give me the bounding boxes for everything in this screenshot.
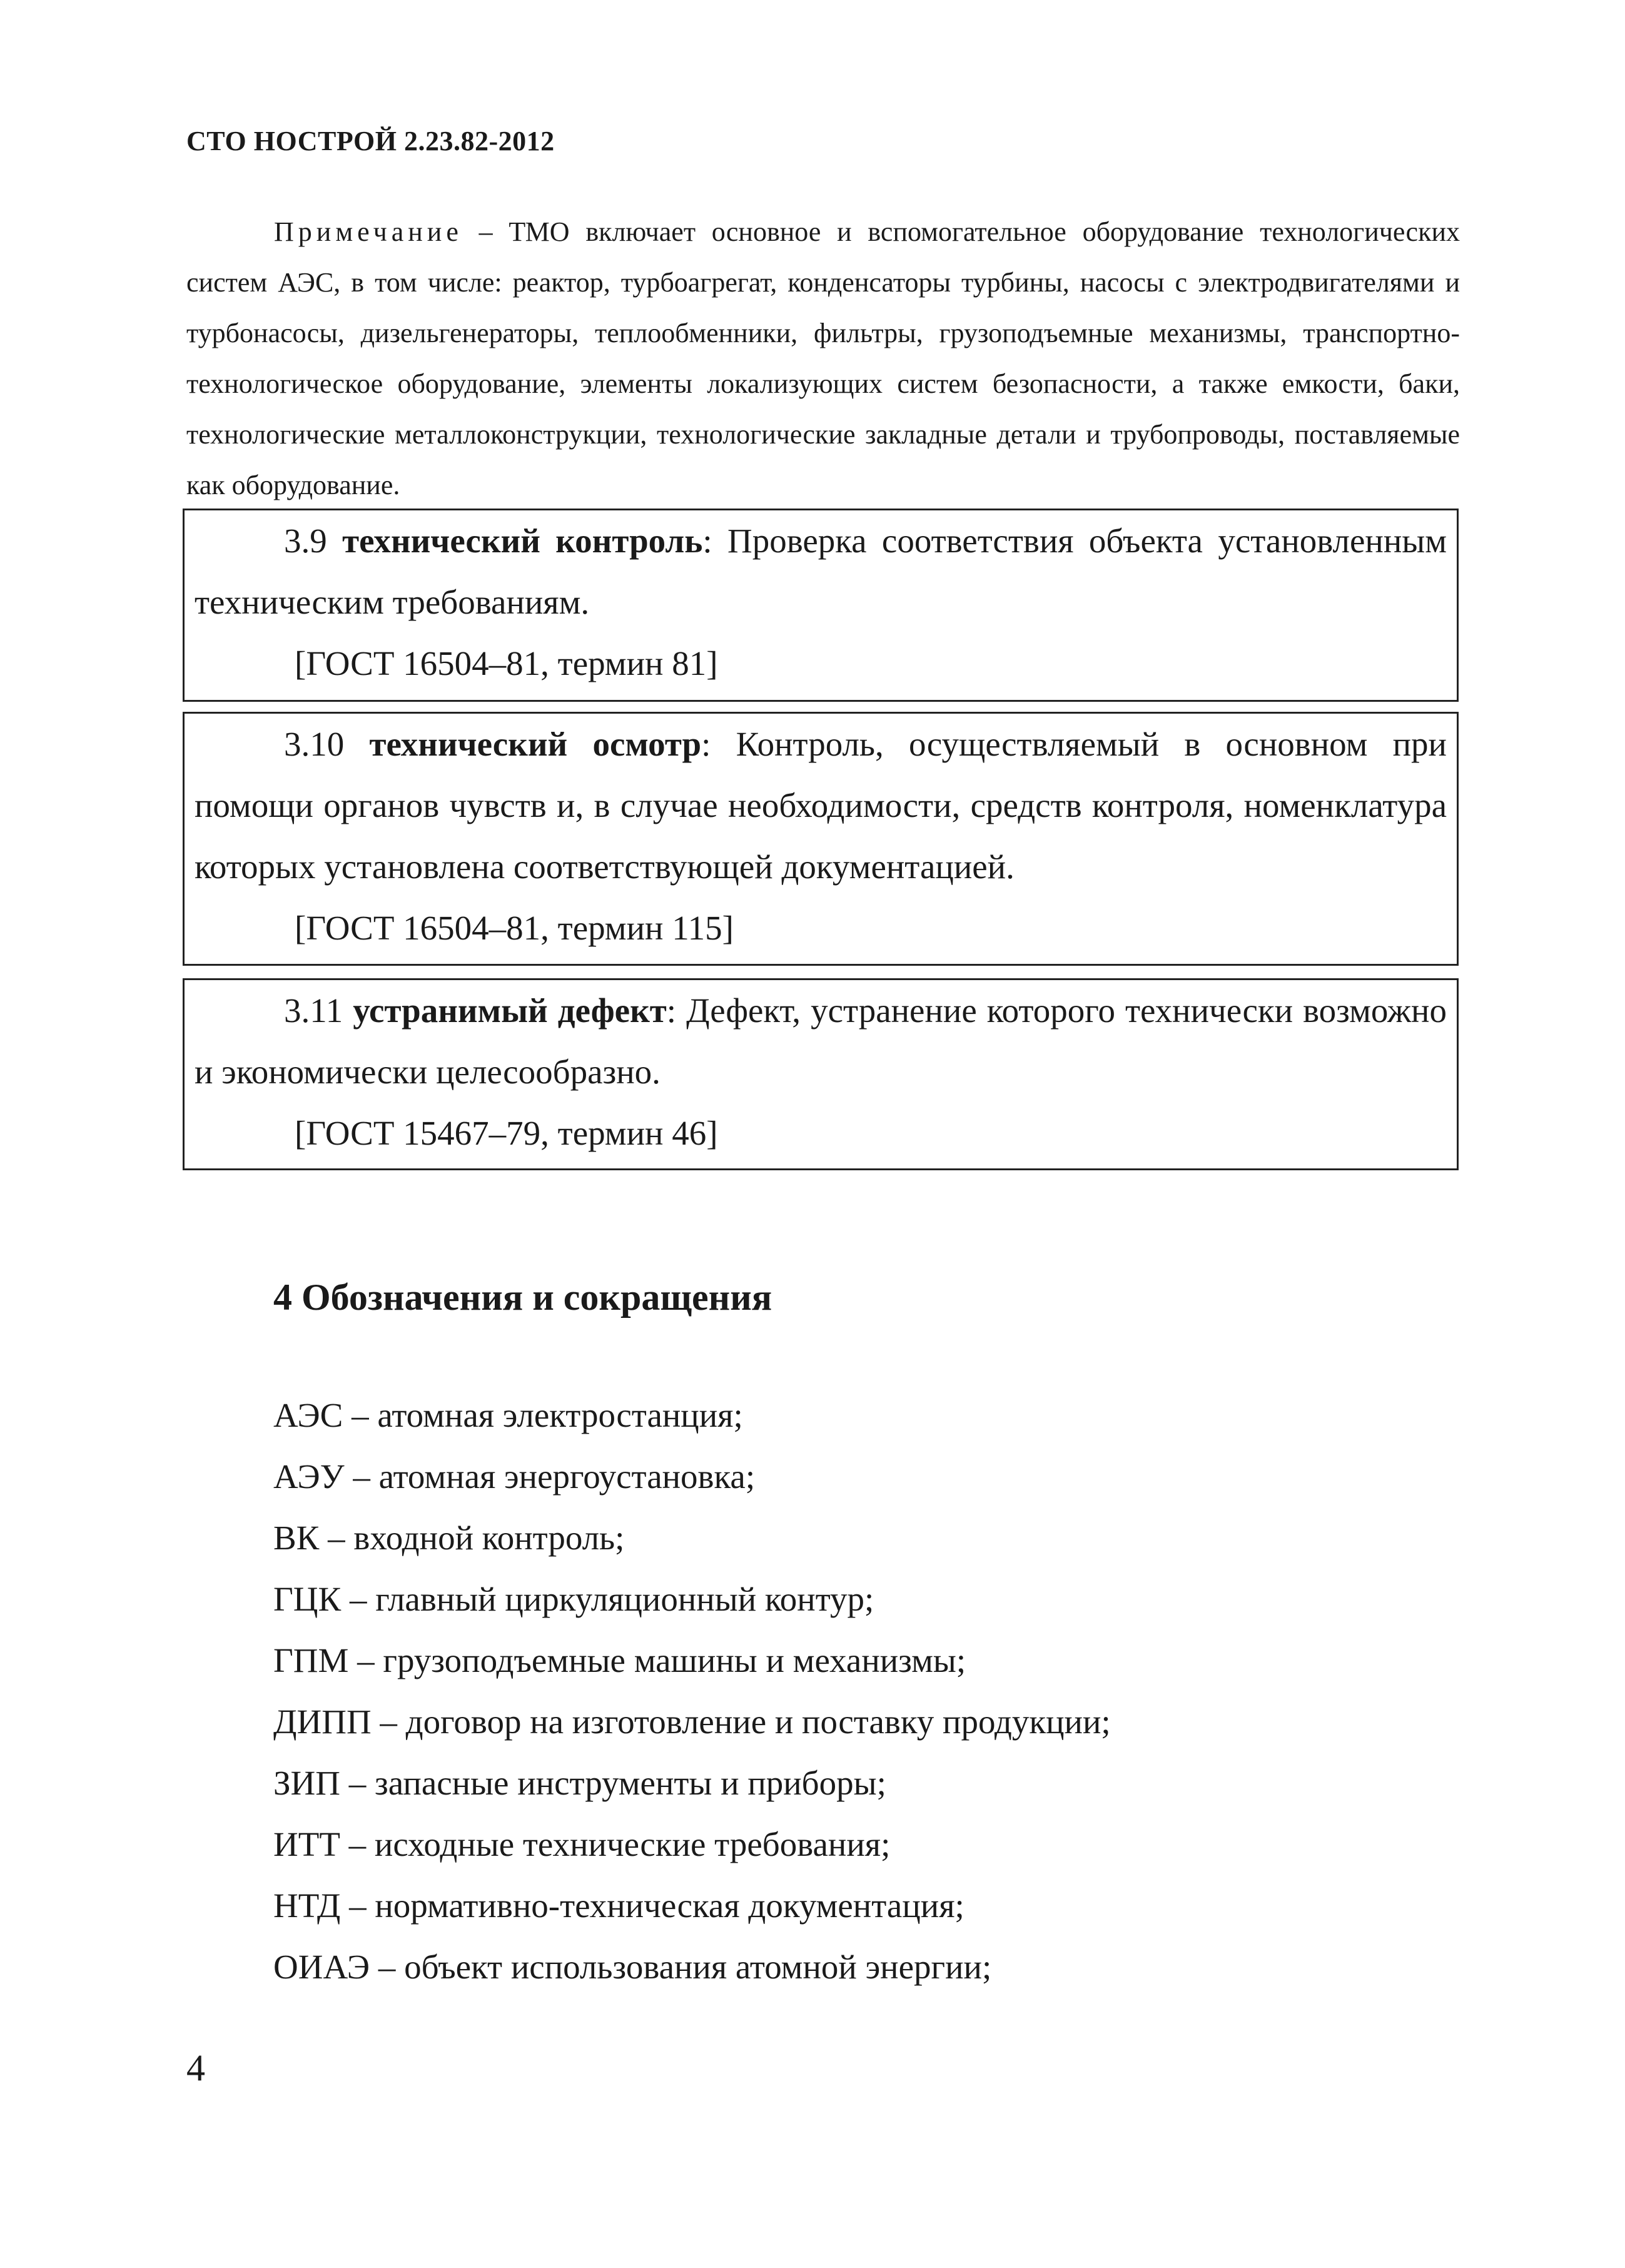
- abbreviation-item: АЭУ – атомная энергоустановка;: [273, 1457, 756, 1496]
- abbreviation-item: АЭС – атомная электростанция;: [273, 1396, 743, 1434]
- page-number: 4: [186, 2047, 205, 2088]
- abbreviation-item: ГЦК – главный циркуляционный контур;: [273, 1580, 874, 1618]
- note-paragraph: [186, 206, 1460, 510]
- term-number: 3.10: [284, 725, 345, 763]
- term-source: [ГОСТ 15467–79, термин 46]: [295, 1114, 718, 1152]
- term-name: устранимый дефект: [353, 991, 667, 1030]
- abbreviation-item: ГПМ – грузоподъемные машины и механизмы;: [273, 1641, 966, 1679]
- abbreviation-list: [273, 1385, 1111, 1998]
- section-heading: 4 Обозначения и сокращения: [273, 1277, 772, 1318]
- term-name: технический осмотр: [369, 725, 702, 763]
- term-definition-text: : Дефект, устранение которого технически возможно и экономически целесообразно.: [195, 991, 1447, 1091]
- document-code-header: СТО НОСТРОЙ 2.23.82-2012: [186, 126, 555, 156]
- abbreviation-item: ОИАЭ – объект использования атомной энергии;: [273, 1948, 992, 1986]
- note-text: – ТМО включает основное и вспомогательное оборудование технологических систем АЭС, в том числе: реактор, турбоагрегат, конденсаторы турбины, насосы с электродвигателями и турбонасосы, дизельгенераторы, теплообменники, фильтры, грузоподъемные механизмы, транспортно-технологическое оборудование, элементы локализующих систем безопасности, а также емкости, баки, технологические металлоконструкции, технологические закладные детали и трубопроводы, поставляемые как оборудование.: [186, 216, 1460, 500]
- term-definition: [195, 510, 1447, 633]
- term-source: [ГОСТ 16504–81, термин 115]: [295, 909, 734, 947]
- term-definition: [195, 980, 1447, 1103]
- term-number: 3.11: [284, 991, 343, 1030]
- abbreviation-item: ДИПП – договор на изготовление и поставку продукции;: [273, 1703, 1111, 1741]
- term-name: технический контроль: [342, 522, 703, 560]
- abbreviation-item: ВК – входной контроль;: [273, 1519, 625, 1557]
- term-definition-text: : Контроль, осуществляемый в основном при помощи органов чувств и, в случае необходимости, средств контроля, номенклатура которых установлена соответствующей документацией.: [195, 725, 1447, 886]
- term-source: [ГОСТ 16504–81, термин 81]: [295, 644, 718, 682]
- abbreviation-item: НТД – нормативно-техническая документация;: [273, 1886, 964, 1925]
- term-definition-text: : Проверка соответствия объекта установленным техническим требованиям.: [195, 522, 1447, 621]
- note-label: Примечание: [274, 216, 463, 247]
- abbreviation-item: ИТТ – исходные технические требования;: [273, 1825, 891, 1863]
- term-box-3-10: [183, 712, 1459, 966]
- note-block: [186, 206, 1460, 510]
- term-number: 3.9: [284, 522, 327, 560]
- term-box-3-9: [183, 509, 1459, 702]
- abbreviation-item: ЗИП – запасные инструменты и приборы;: [273, 1764, 886, 1802]
- term-box-3-11: [183, 978, 1459, 1170]
- term-definition: [195, 714, 1447, 898]
